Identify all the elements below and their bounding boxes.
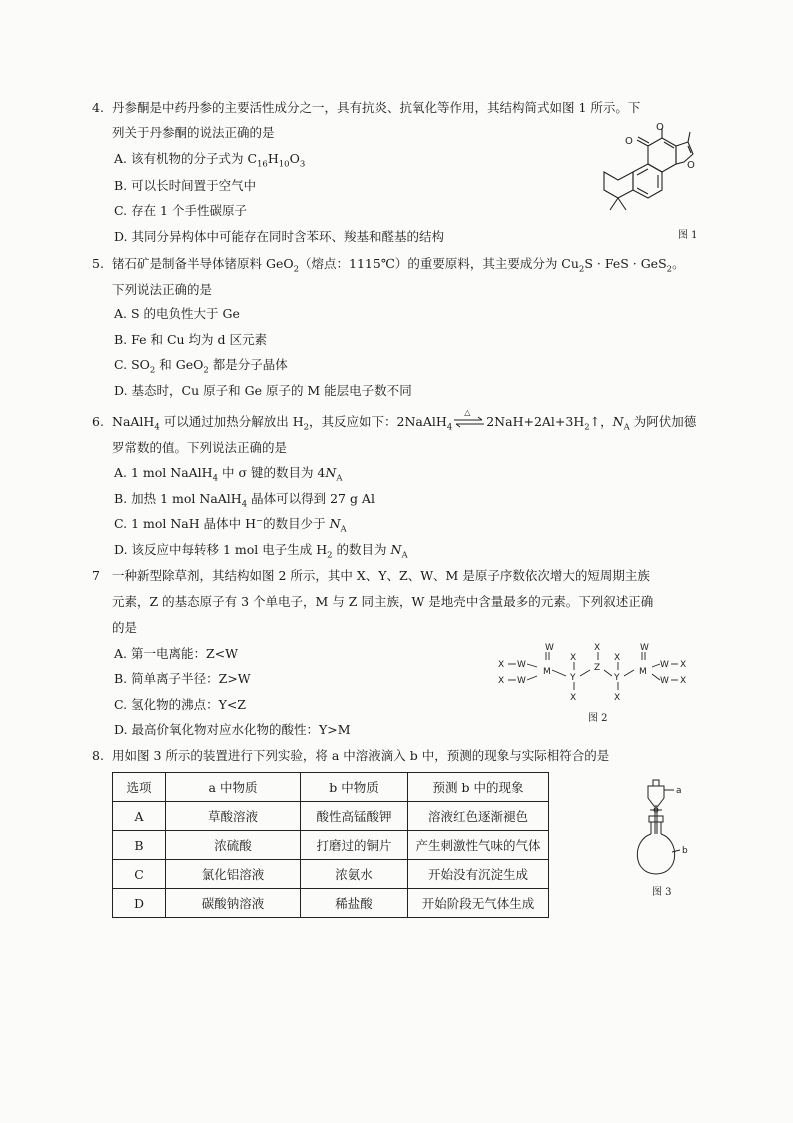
figure-3-caption: 图 3 xyxy=(652,887,672,898)
q4-option-c: C. 存在 1 个手性碳原子 xyxy=(114,203,247,218)
table-header-row xyxy=(113,773,549,802)
atom-w: W xyxy=(545,643,554,653)
atom-w: W xyxy=(660,676,669,686)
table-cell: 打磨过的铜片 xyxy=(301,831,408,860)
figure-1-oxygen-label-2: O xyxy=(656,122,664,133)
q8-stem: 用如图 3 所示的装置进行下列实验，将 a 中溶液滴入 b 中，预测的现象与实际相符合的是 xyxy=(112,748,610,763)
q7-option-b: B. 简单离子半径：Z>W xyxy=(114,671,251,686)
table-cell: 酸性高锰酸钾 xyxy=(301,802,408,831)
q7-stem-line2: 元素，Z 的基态原子有 3 个单电子，M 与 Z 同主族，W 是地壳中含量最多的元素。下列叙述正确 xyxy=(112,594,654,609)
q7-option-c: C. 氢化物的沸点：Y<Z xyxy=(114,697,246,712)
atom-x: X xyxy=(614,653,621,663)
figure-1-tanshinone-structure xyxy=(596,122,706,232)
q5-option-b: B. Fe 和 Cu 均为 d 区元素 xyxy=(114,332,268,347)
q8-experiment-table xyxy=(112,772,549,918)
q5-option-c: C. $SO_2$ 和 GeO$_2$ 都是分子晶体 xyxy=(114,357,288,376)
atom-x: X xyxy=(498,660,505,670)
q6-stem-line1: NaAlH$_4$ 可以通过加热分解放出 $H_2$，其反应如下：2NaAlH$_4$ △ $2NaH+2Al+3H_2↑$，$N_A$ 为阿伏加德 xyxy=(112,408,697,433)
q4-option-d: D. 其同分异构体中可能存在同时含苯环、羧基和醛基的结构 xyxy=(114,229,445,244)
q8-number: 8. xyxy=(92,748,104,763)
atom-w: W xyxy=(517,676,526,686)
atom-x: X xyxy=(594,643,601,653)
atom-x: X xyxy=(570,653,577,663)
table-cell: 开始阶段无气体生成 xyxy=(408,889,549,918)
table-cell: 草酸溶液 xyxy=(166,802,301,831)
table-cell: 碳酸钠溶液 xyxy=(166,889,301,918)
figure-1-oxygen-label: O xyxy=(625,136,633,147)
atom-m: M xyxy=(543,667,551,677)
atom-w: W xyxy=(640,643,649,653)
q5-stem-line2: 下列说法正确的是 xyxy=(112,282,213,297)
q7-stem-line1: 一种新型除草剂，其结构如图 2 所示，其中 X、Y、Z、W、M 是原子序数依次增大的短周期主族 xyxy=(112,568,650,583)
table-row xyxy=(113,831,549,860)
table-row xyxy=(113,889,549,918)
q7-option-a: A. 第一电离能：Z<W xyxy=(114,646,238,661)
atom-y: Y xyxy=(570,673,576,683)
table-cell: 稀盐酸 xyxy=(301,889,408,918)
table-header-cell: a 中物质 xyxy=(166,773,301,802)
atom-x: X xyxy=(570,693,577,703)
q6-stem-line2: 罗常数的值。下列说法正确的是 xyxy=(112,440,288,455)
q4-stem-line1: 丹参酮是中药丹参的主要活性成分之一，具有抗炎、抗氧化等作用，其结构简式如图 1 所示。下 xyxy=(112,100,641,115)
atom-w: W xyxy=(517,660,526,670)
table-cell: 浓氨水 xyxy=(301,860,408,889)
atom-x: X xyxy=(614,693,621,703)
atom-x: X xyxy=(680,660,687,670)
figure-1-caption: 图 1 xyxy=(678,230,698,241)
q7-number: 7 xyxy=(92,568,100,583)
table-cell: C xyxy=(113,860,166,889)
table-cell: D xyxy=(113,889,166,918)
atom-z: Z xyxy=(594,663,601,673)
table-cell: A xyxy=(113,802,166,831)
table-cell: 产生刺激性气味的气体 xyxy=(408,831,549,860)
table-cell: 开始没有沉淀生成 xyxy=(408,860,549,889)
atom-x: X xyxy=(680,676,687,686)
reaction-arrow: △ xyxy=(454,414,484,426)
q5-option-a: A. S 的电负性大于 Ge xyxy=(114,306,240,321)
figure-1-furan-oxygen: O xyxy=(687,160,695,171)
q4-stem-line2: 列关于丹参酮的说法正确的是 xyxy=(112,125,275,140)
q5-stem-line1: 锗石矿是制备半导体锗原料 GeO$_2$（熔点：1115℃）的重要原料，其主要成分为 $Cu_2S$ · FeS · GeS$_2$。 xyxy=(112,256,685,275)
figure-3-apparatus xyxy=(628,776,708,886)
q7-stem-line3: 的是 xyxy=(112,620,138,635)
atom-x: X xyxy=(498,676,505,686)
table-cell: 浓硫酸 xyxy=(166,831,301,860)
table-header-cell: 选项 xyxy=(113,773,166,802)
q6-option-b: B. 加热 1 mol NaAlH$_4$ 晶体可以得到 27 g Al xyxy=(114,491,375,510)
q6-option-d: D. 该反应中每转移 1 mol 电子生成 $H_2$ 的数目为 $N_A$ xyxy=(114,542,408,561)
q5-number: 5. xyxy=(92,256,104,271)
atom-w: W xyxy=(660,660,669,670)
table-row xyxy=(113,860,549,889)
q5-option-d: D. 基态时，Cu 原子和 Ge 原子的 M 能层电子数不同 xyxy=(114,383,412,398)
atom-y: Y xyxy=(614,673,620,683)
q6-option-c: C. 1 mol NaH 晶体中 H−的数目少于 $N_A$ xyxy=(114,515,347,535)
figure-3-label-a: a xyxy=(676,786,682,796)
figure-2-caption: 图 2 xyxy=(588,713,608,724)
q4-option-a: A. 该有机物的分子式为 $C_{16}H_{10}O_3$ xyxy=(114,151,306,170)
q4-number: 4. xyxy=(92,100,104,115)
q4-option-b: B. 可以长时间置于空气中 xyxy=(114,178,257,193)
q6-option-a: A. 1 mol NaAlH$_4$ 中 σ 键的数目为 $4N_A$ xyxy=(114,465,343,484)
table-cell: B xyxy=(113,831,166,860)
figure-2-structure xyxy=(494,640,694,710)
table-cell: 氯化铝溶液 xyxy=(166,860,301,889)
table-header-cell: b 中物质 xyxy=(301,773,408,802)
table-row xyxy=(113,802,549,831)
figure-3-label-b: b xyxy=(682,846,688,856)
q7-option-d: D. 最高价氧化物对应水化物的酸性：Y>M xyxy=(114,722,351,737)
q6-number: 6. xyxy=(92,414,104,429)
table-header-cell: 预测 b 中的现象 xyxy=(408,773,549,802)
table-cell: 溶液红色逐渐褪色 xyxy=(408,802,549,831)
atom-m: M xyxy=(639,667,647,677)
